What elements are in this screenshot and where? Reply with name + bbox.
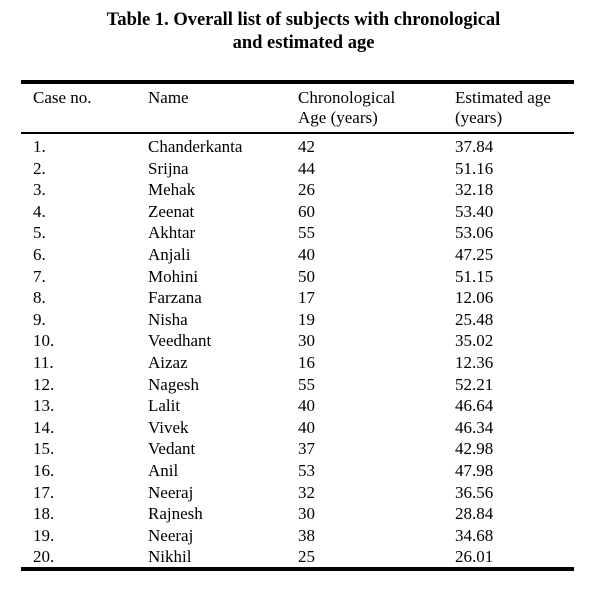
cell-chronological-age: 40 bbox=[298, 244, 315, 264]
cell-name: Mehak bbox=[148, 180, 196, 200]
table-row bbox=[0, 374, 607, 396]
cell-chronological-age: 16 bbox=[298, 352, 315, 372]
table-row bbox=[0, 244, 607, 266]
table-row bbox=[0, 158, 607, 180]
cell-case-no: 8. bbox=[33, 288, 46, 308]
header-chronological-age bbox=[298, 88, 395, 128]
cell-name: Chanderkanta bbox=[148, 137, 243, 156]
cell-estimated-age: 37.84 bbox=[455, 137, 494, 156]
table-row bbox=[0, 352, 607, 374]
header-estimated-age-line-2: (years) bbox=[455, 108, 503, 127]
table-row bbox=[0, 179, 607, 201]
table-row bbox=[0, 201, 607, 223]
cell-chronological-age: 38 bbox=[298, 525, 315, 545]
cell-name: Anjali bbox=[148, 244, 191, 264]
cell-case-no: 12. bbox=[33, 374, 55, 394]
cell-estimated-age: 28.84 bbox=[455, 504, 494, 524]
cell-name: Neeraj bbox=[148, 482, 194, 502]
cell-chronological-age: 26 bbox=[298, 180, 315, 200]
table-row bbox=[0, 482, 607, 504]
cell-chronological-age: 55 bbox=[298, 374, 315, 394]
cell-chronological-age: 55 bbox=[298, 223, 315, 243]
cell-case-no: 10. bbox=[33, 331, 55, 351]
table-row bbox=[0, 395, 607, 417]
cell-case-no: 17. bbox=[33, 482, 55, 502]
cell-case-no: 2. bbox=[33, 158, 46, 178]
cell-case-no: 7. bbox=[33, 266, 46, 286]
cell-name: Zeenat bbox=[148, 201, 195, 221]
cell-case-no: 5. bbox=[33, 223, 46, 243]
header-estimated-age-line-1: Estimated age bbox=[455, 88, 551, 107]
cell-chronological-age: 17 bbox=[298, 288, 315, 308]
cell-estimated-age: 32.18 bbox=[455, 180, 494, 200]
header-chronological-age-line-1: Chronological bbox=[298, 88, 396, 107]
cell-estimated-age: 12.36 bbox=[455, 352, 494, 372]
cell-name: Anil bbox=[148, 460, 179, 480]
cell-estimated-age: 12.06 bbox=[455, 288, 494, 308]
table-title-line-1: Table 1. Overall list of subjects with chronological bbox=[106, 10, 501, 30]
cell-case-no: 19. bbox=[33, 525, 55, 545]
cell-chronological-age: 30 bbox=[298, 331, 315, 351]
cell-name: Vedant bbox=[148, 439, 196, 459]
table-row bbox=[0, 136, 607, 158]
cell-chronological-age: 40 bbox=[298, 396, 315, 416]
cell-chronological-age: 40 bbox=[298, 417, 315, 437]
cell-chronological-age: 32 bbox=[298, 482, 315, 502]
cell-name: Farzana bbox=[148, 288, 202, 308]
cell-estimated-age: 46.34 bbox=[455, 417, 494, 437]
cell-name: Nisha bbox=[148, 309, 188, 329]
cell-case-no: 16. bbox=[33, 460, 55, 480]
table-row bbox=[0, 330, 607, 352]
header-chronological-age-line-2: Age (years) bbox=[298, 108, 378, 127]
table-row bbox=[0, 503, 607, 525]
cell-case-no: 20. bbox=[33, 547, 55, 567]
cell-name: Vivek bbox=[148, 417, 189, 437]
header-estimated-age bbox=[455, 88, 551, 128]
table-body bbox=[0, 136, 607, 568]
cell-case-no: 18. bbox=[33, 504, 55, 524]
header-divider-rule bbox=[21, 132, 574, 134]
cell-name: Neeraj bbox=[148, 525, 194, 545]
table-row bbox=[0, 287, 607, 309]
cell-chronological-age: 30 bbox=[298, 504, 315, 524]
cell-chronological-age: 60 bbox=[298, 201, 315, 221]
cell-case-no: 13. bbox=[33, 396, 55, 416]
table-row bbox=[0, 222, 607, 244]
table-row bbox=[0, 525, 607, 547]
cell-name: Srijna bbox=[148, 158, 189, 178]
cell-chronological-age: 42 bbox=[298, 137, 315, 156]
cell-name: Nikhil bbox=[148, 547, 192, 567]
table-row bbox=[0, 438, 607, 460]
cell-chronological-age: 50 bbox=[298, 266, 315, 286]
cell-estimated-age: 53.06 bbox=[455, 223, 494, 243]
table-title bbox=[0, 9, 607, 55]
table-bottom-rule bbox=[21, 567, 574, 571]
header-name-label: Name bbox=[148, 88, 189, 107]
header-name bbox=[148, 88, 189, 108]
cell-case-no: 3. bbox=[33, 180, 46, 200]
cell-chronological-age: 25 bbox=[298, 547, 315, 567]
cell-case-no: 14. bbox=[33, 417, 55, 437]
cell-estimated-age: 36.56 bbox=[455, 482, 494, 502]
cell-case-no: 1. bbox=[33, 137, 46, 156]
cell-name: Lalit bbox=[148, 396, 181, 416]
cell-chronological-age: 53 bbox=[298, 460, 315, 480]
cell-estimated-age: 26.01 bbox=[455, 547, 494, 567]
cell-case-no: 15. bbox=[33, 439, 55, 459]
cell-name: Mohini bbox=[148, 266, 199, 286]
cell-estimated-age: 51.15 bbox=[455, 266, 494, 286]
cell-name: Aizaz bbox=[148, 352, 188, 372]
cell-estimated-age: 42.98 bbox=[455, 439, 494, 459]
cell-estimated-age: 35.02 bbox=[455, 331, 494, 351]
cell-name: Nagesh bbox=[148, 374, 199, 394]
table-row bbox=[0, 309, 607, 331]
cell-estimated-age: 25.48 bbox=[455, 309, 494, 329]
cell-estimated-age: 46.64 bbox=[455, 396, 494, 416]
table-row bbox=[0, 546, 607, 568]
cell-estimated-age: 47.25 bbox=[455, 244, 494, 264]
cell-case-no: 9. bbox=[33, 309, 46, 329]
table-row bbox=[0, 460, 607, 482]
cell-name: Akhtar bbox=[148, 223, 196, 243]
cell-name: Veedhant bbox=[148, 331, 212, 351]
table-row bbox=[0, 266, 607, 288]
cell-estimated-age: 51.16 bbox=[455, 158, 494, 178]
cell-chronological-age: 37 bbox=[298, 439, 315, 459]
cell-estimated-age: 34.68 bbox=[455, 525, 494, 545]
cell-estimated-age: 47.98 bbox=[455, 460, 494, 480]
table-top-rule bbox=[21, 80, 574, 84]
header-case-no bbox=[33, 88, 92, 108]
cell-case-no: 4. bbox=[33, 201, 46, 221]
cell-chronological-age: 44 bbox=[298, 158, 315, 178]
cell-chronological-age: 19 bbox=[298, 309, 315, 329]
cell-estimated-age: 52.21 bbox=[455, 374, 494, 394]
header-case-no-label: Case no. bbox=[33, 88, 92, 107]
table-row bbox=[0, 417, 607, 439]
cell-case-no: 11. bbox=[33, 352, 54, 372]
cell-estimated-age: 53.40 bbox=[455, 201, 494, 221]
cell-case-no: 6. bbox=[33, 244, 46, 264]
table-title-line-2: and estimated age bbox=[232, 33, 375, 53]
cell-name: Rajnesh bbox=[148, 504, 203, 524]
